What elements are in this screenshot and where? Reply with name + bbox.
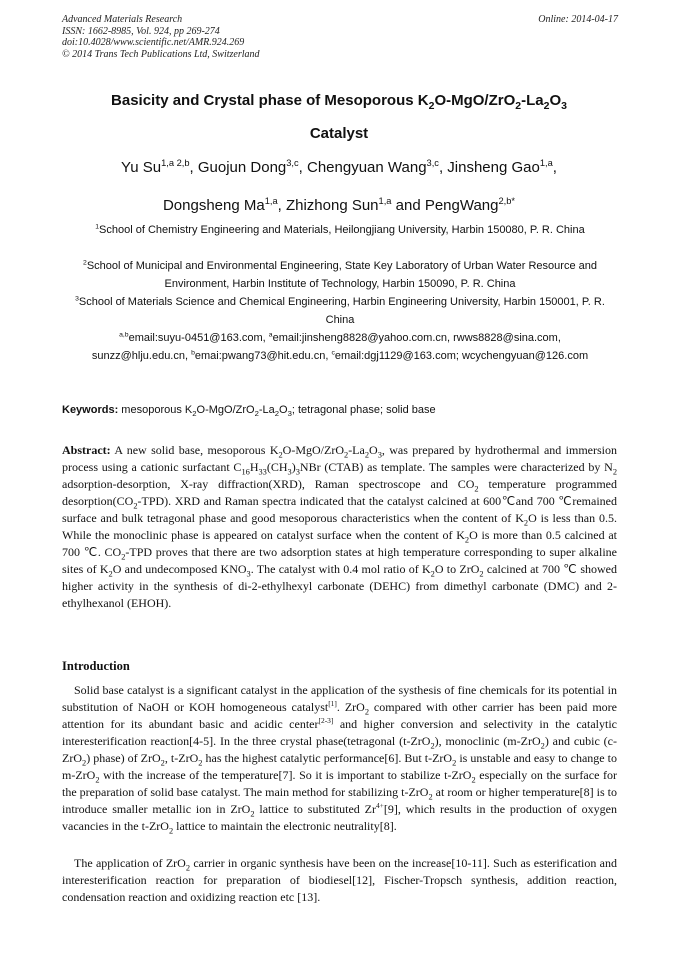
authors-line2: Dongsheng Ma$^{1,a}$, Zhizhong Sun$^{1,a}$ and PengWang$^{2,b*}$ — [162, 196, 516, 214]
affiliation-1: $^1$School of Chemistry Engineering and Materials, Heilongjiang University, Harbin 150080, P. R. China — [95, 223, 585, 236]
journal-header — [62, 14, 618, 60]
intro-paragraph-2: The application of ZrO$_2$ carrier in organic synthesis have been on the increase[10-11]. Such as esterification and interesterification reaction for preparation of biodiesel[12], Fischer-Tropsch synthesis, addition reaction, condensation reaction and oxidizing reaction etc [13]. — [62, 856, 617, 904]
abstract-label: Abstract: — [62, 443, 111, 457]
intro-paragraph-1: Solid base catalyst is a significant catalyst in the application of the systhesis of fine chemicals for its potential in substitution of NaOH or KOH homogeneous catalyst[1]. ZrO$_2$ compared with other carrier has been paid more attention for its abundant basic and acidic center[2-3] and higher conversion and selectivity in the catalytic interesterification reaction[4-5]. In the three crystal phase(tetragonal (t-ZrO$_2$), monoclinic (m-ZrO$_2$) and cubic (c-ZrO$_2$) phase) of ZrO$_2$, t-ZrO$_2$ has the highest catalytic performance[6]. But t-ZrO$_2$ is unstable and easy to change to m-ZrO$_2$ with the increase of the temperature[7]. So it is important to stabilize t-ZrO$_2$ especially on the surface for the preparation of solid base catalyst. The main method for stabilizing t-ZrO$_2$ at room or higher temperature[8] is to introduce smaller metallic ion in ZrO$_2$ lattice to substituted $Zr^{4+}[9]$, which results in the production of oxygen vacancies in the t-ZrO$_2$ lattice to maintain the electronic neutrality[8]. — [62, 683, 618, 836]
issn-line: ISSN: 1662-8985, Vol. 924, pp 269-274 — [62, 25, 220, 37]
email-block: $^{a,b}$email:suyu-0451@163.com, $^a$email:jinsheng8828@yahoo.com.cn, rwws8828@sina.com, sunzz@hlju.edu.cn, $^b$emai:pwang73@hit.edu.cn, $^c$email:dgj1129@163.com; wcychengyuan@126.com — [91, 331, 589, 362]
affiliation-3: $^3$School of Materials Science and Chemical Engineering, Harbin Engineering University, Harbin 150001, P. R. China — [75, 295, 605, 326]
paper-title-line1: Basicity and Crystal phase of Mesoporous $K_2O-MgO/ZrO_2-La_2O_3$ — [111, 92, 567, 112]
affiliation-2: $^2$School of Municipal and Environmental Engineering, State Key Laboratory of Urban Water Resource and Environment, Harbin Institute of Technology, Harbin 150090, P. R. China — [83, 259, 597, 290]
authors-line1: Yu $Su^{1,a 2,b}$, Guojun Dong$^{3,c}$, Chengyuan Wang$^{3,c}$, Jinsheng Gao$^{1,a}$, — [121, 158, 557, 176]
doi-line: doi:10.4028/www.scientific.net/AMR.924.269 — [62, 37, 245, 48]
abstract-paragraph: Abstract: A new solid base, mesoporous $K_2O-MgO/ZrO_2-La_2O_3$, was prepared by hydrothermal and immersion process using a cationic surfactant $C_{16}H_{33}(CH_3)_3NBr$ (CTAB) as template. The samples were characterized by $N_2$ adsorption-desorption, X-ray diffraction(XRD), Raman spectroscope and $CO_2$ temperature programmed $desorption(CO_2-TPD)$. XRD and Raman spectra indicated that the catalyst calcined at 600℃and 700 ℃remained surface and bulk tetragonal phase and good mesoporous characteristics when the content of $K_2O$ is less than 0.5. While the monoclinic phase is appeared on catalyst surface when the content of $K_2O$ is more than 0.5 calcined at 700 ℃. $CO_2$-TPD proves that there are two adsorption states at high temperature corresponding to super alkaline sites of $K_2O$ and undecomposed $KNO_3$. The catalyst with 0.4 mol ratio of $K_2O$ to ZrO$_2$ calcined at 700 ℃ showed higher activity in the synthesis of di-2-ethylhexyl carbonate (DEHC) from dimethyl carbonate (DMC) and 2-ethylhexanol (EHOH). — [62, 443, 617, 610]
journal-name: Advanced Materials Research — [62, 14, 183, 25]
keywords: Keywords: mesoporous $K_2O-MgO/ZrO_2-La_2O_3$; tetragonal phase; solid base — [62, 404, 436, 419]
introduction-heading: Introduction — [62, 659, 130, 673]
paper-title-line2: Catalyst — [309, 125, 369, 142]
keywords-label: Keywords: — [62, 404, 119, 416]
online-date: Online: 2014-04-17 — [538, 14, 618, 25]
copyright-line: © 2014 Trans Tech Publications Ltd, Switzerland — [62, 48, 260, 60]
